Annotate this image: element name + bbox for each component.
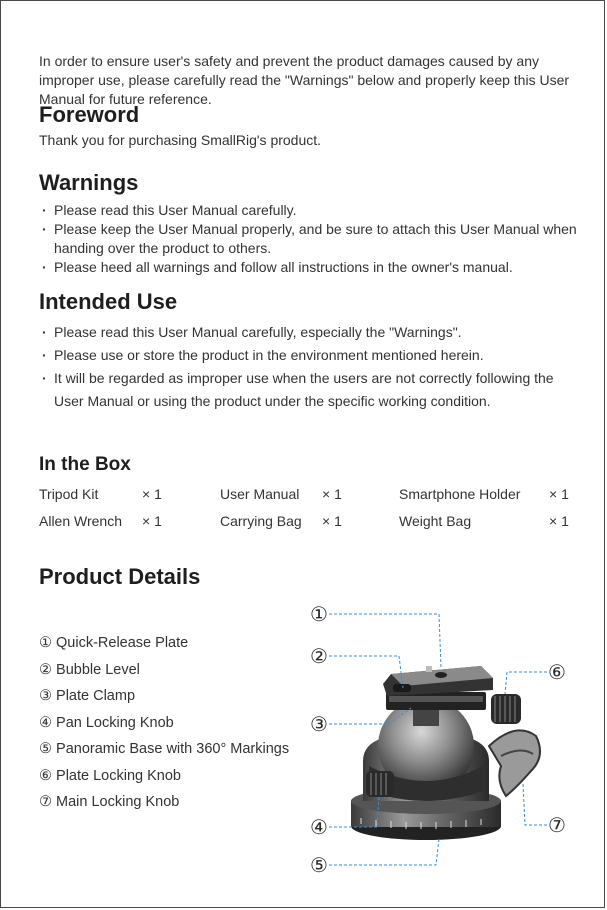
main-locking-knob — [489, 730, 540, 796]
part-item: ⑤ Panoramic Base with 360° Markings — [39, 741, 290, 757]
intended-use-item: · Please read this User Manual carefully, especially the "Warnings". — [39, 321, 584, 344]
part-item: ① Quick-Release Plate — [39, 635, 189, 651]
foreword-text: Thank you for purchasing SmallRig's product. — [39, 132, 322, 148]
box-item-name: Tripod Kit — [39, 486, 99, 502]
foreword-heading: Foreword — [39, 102, 140, 127]
product-details-heading: Product Details — [39, 564, 201, 589]
part-item: ⑥ Plate Locking Knob — [39, 767, 181, 784]
callout-5: ⑤ — [310, 853, 328, 877]
parts-list — [39, 632, 289, 818]
intro-paragraph: In order to ensure user's safety and prevent the product damages caused by any improper use, please carefully read the "Warnings" below and properly keep this User Manual for future reference. — [39, 53, 570, 107]
warnings-heading: Warnings — [39, 170, 139, 195]
box-item-name: Weight Bag — [399, 513, 472, 529]
part-item: ④ Pan Locking Knob — [39, 714, 174, 731]
box-item-qty: × 1 — [322, 486, 342, 502]
intended-use-list — [39, 321, 584, 413]
plate-locking-knob — [491, 694, 521, 724]
box-item-name: Carrying Bag — [220, 513, 302, 529]
callout-4: ④ — [310, 815, 328, 839]
warning-item: · Please read this User Manual carefully. — [39, 201, 584, 220]
intended-use-item: · Please use or store the product in the environment mentioned herein. — [39, 344, 584, 367]
box-item-qty: × 1 — [322, 513, 342, 529]
intended-use-heading: Intended Use — [39, 289, 178, 314]
part-item: ③ Plate Clamp — [39, 688, 136, 704]
box-item-name: Smartphone Holder — [399, 486, 521, 502]
box-item-name: Allen Wrench — [39, 513, 123, 529]
box-item-qty: × 1 — [549, 513, 569, 529]
box-item-qty: × 1 — [142, 513, 162, 529]
part-item: ② Bubble Level — [39, 661, 140, 678]
box-item-name: User Manual — [220, 486, 300, 502]
in-the-box-heading: In the Box — [39, 454, 131, 475]
bubble-level — [393, 684, 411, 692]
callout-2: ② — [310, 644, 328, 668]
ball-head-diagram — [301, 596, 601, 886]
callout-7: ⑦ — [548, 813, 566, 837]
callout-1: ① — [310, 602, 328, 626]
pan-locking-knob — [366, 771, 394, 797]
warnings-list — [39, 201, 584, 277]
callout-3: ③ — [310, 712, 328, 736]
warning-item: · Please keep the User Manual properly, and be sure to attach this User Manual when handing over the product to others. — [39, 220, 584, 258]
callout-6: ⑥ — [548, 660, 566, 684]
intended-use-item: · It will be regarded as improper use when the users are not correctly following the User Manual or using the product under the specific working condition. — [39, 367, 584, 412]
part-item: ⑦ Main Locking Knob — [39, 794, 180, 810]
box-item-qty: × 1 — [142, 486, 162, 502]
warning-item: · Please heed all warnings and follow all instructions in the owner's manual. — [39, 258, 584, 277]
box-item-qty: × 1 — [549, 486, 569, 502]
